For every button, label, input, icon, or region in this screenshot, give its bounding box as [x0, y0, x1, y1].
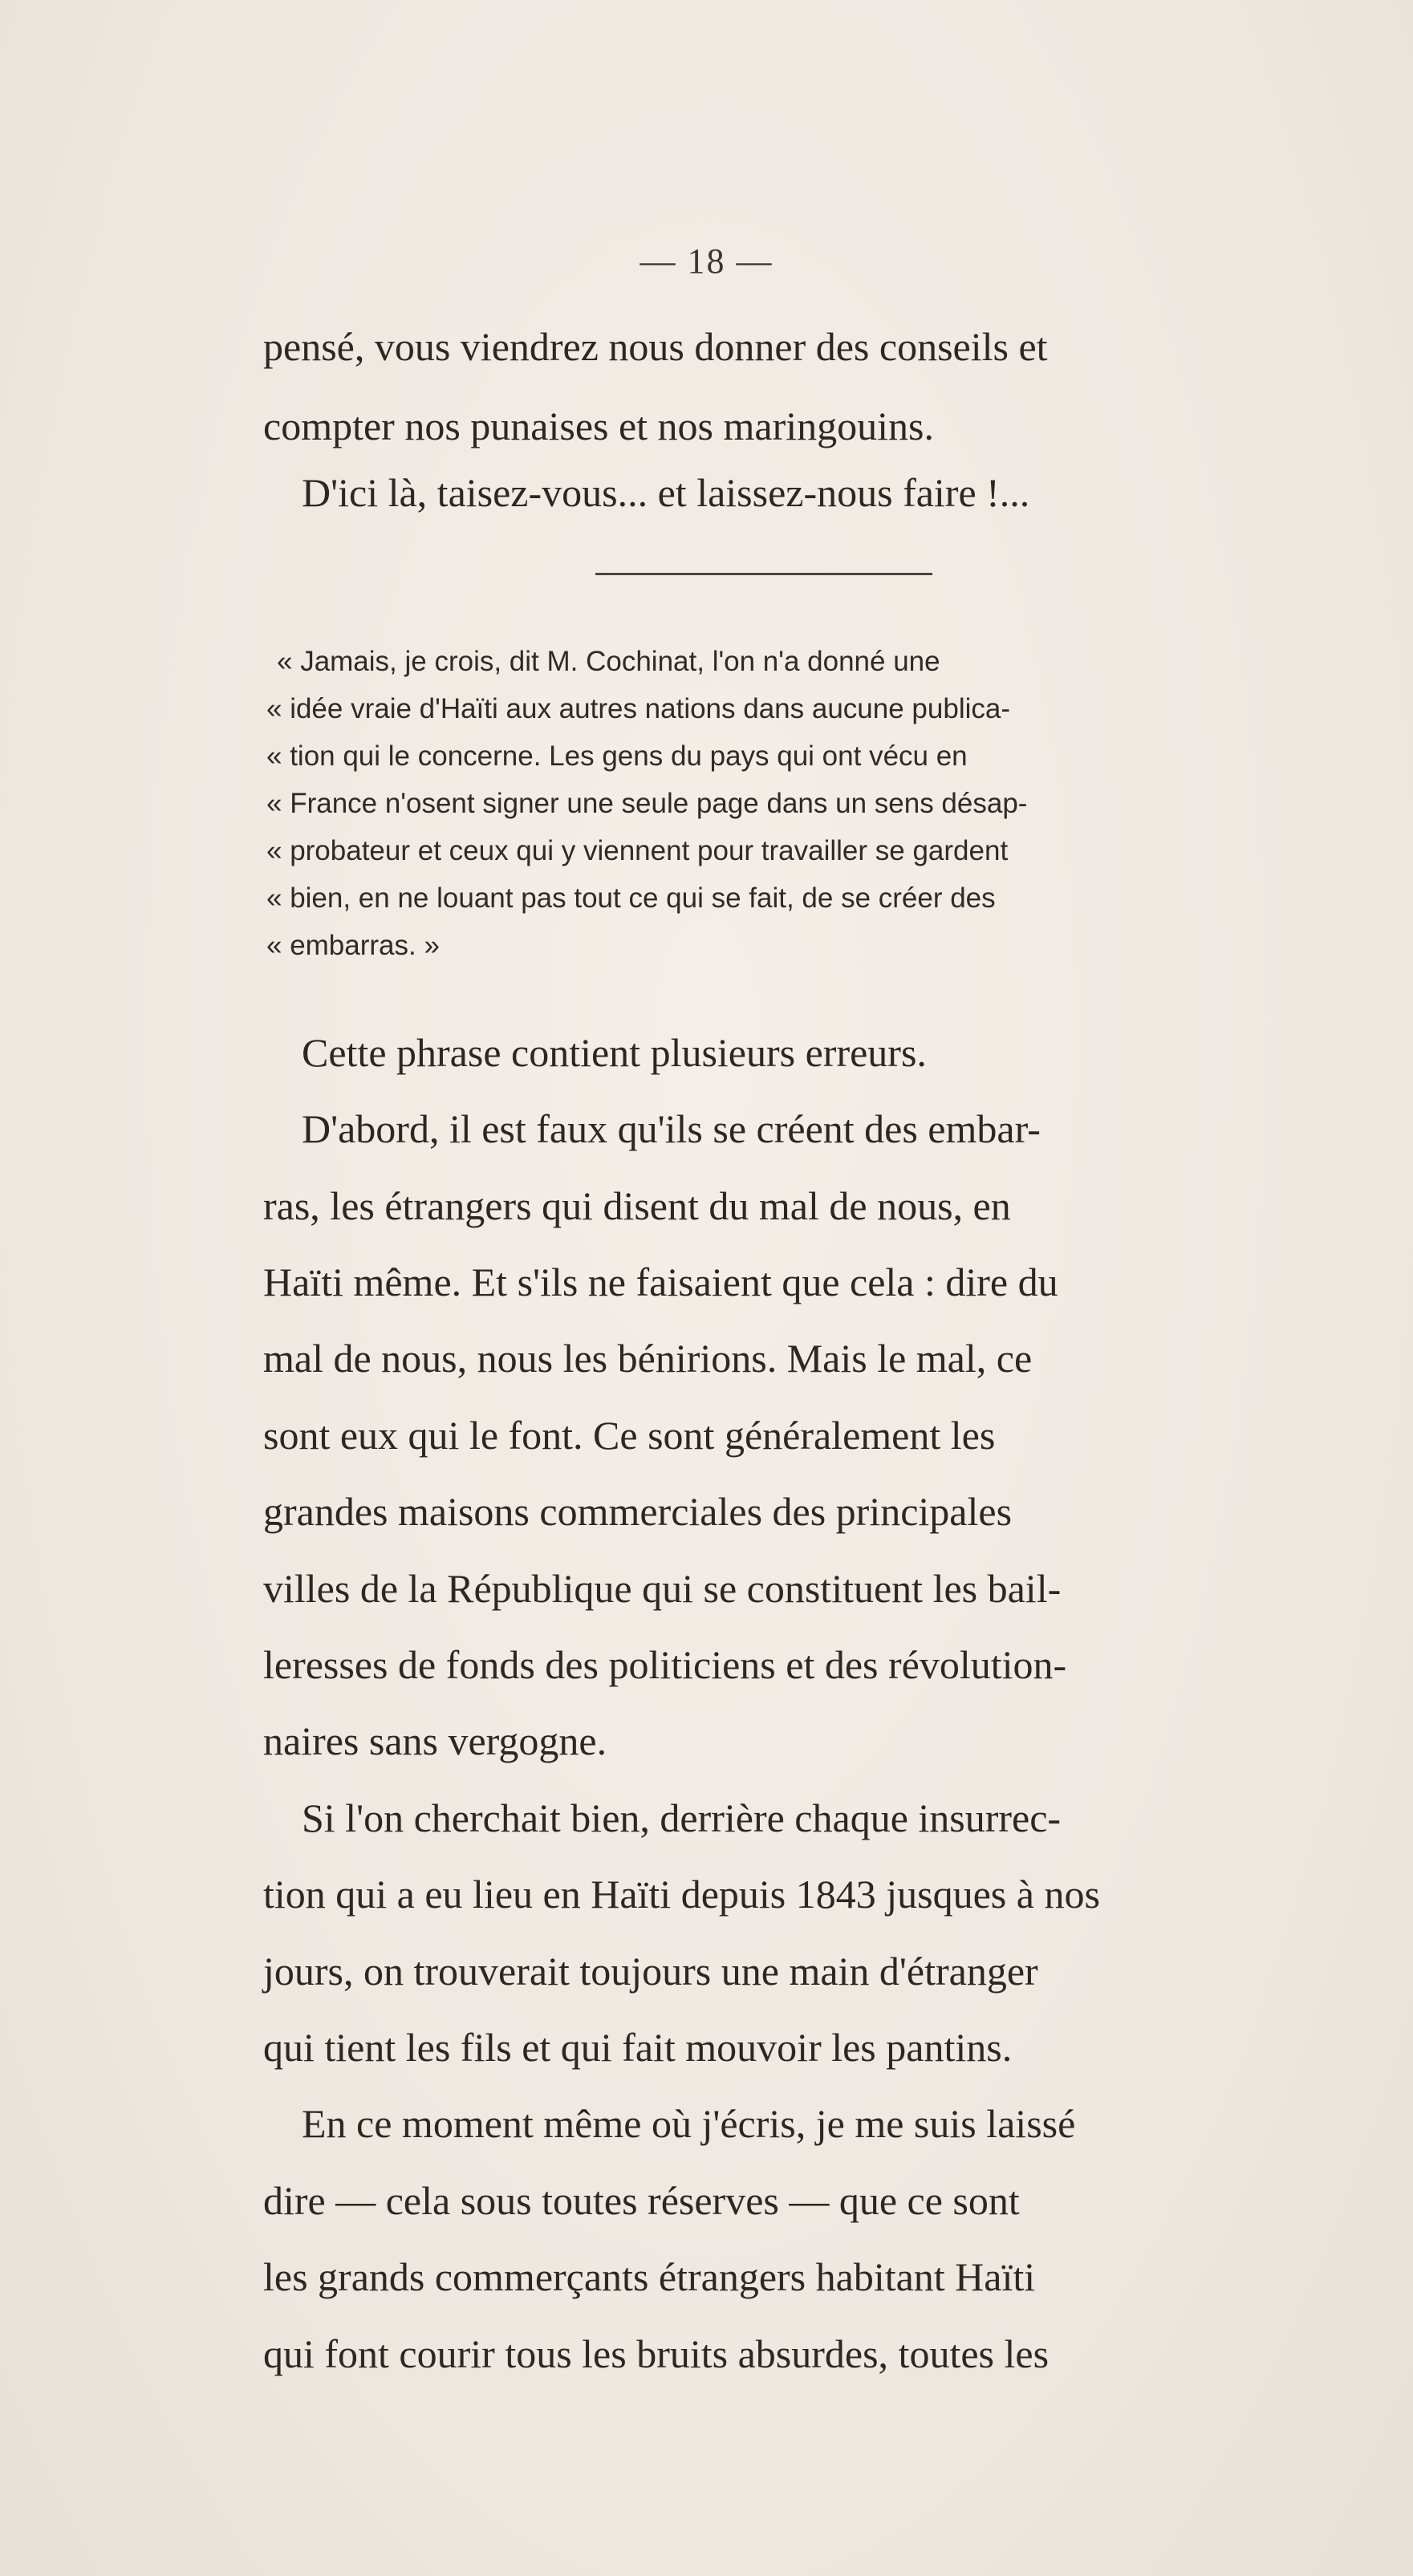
text-line: Haïti même. Et s'ils ne faisaient que cela : dire du: [263, 1260, 1058, 1304]
text-line: qui tient les fils et qui fait mouvoir les pantins.: [263, 2025, 1013, 2070]
text-line: Si l'on cherchait bien, derrière chaque insurrec-: [302, 1795, 1062, 1840]
text-line: grandes maisons commerciales des principales: [263, 1489, 1013, 1534]
text-line: naires sans vergogne.: [263, 1718, 607, 1763]
text-line: mal de nous, nous les bénirions. Mais le mal, ce: [263, 1336, 1033, 1381]
text-line: qui font courir tous les bruits absurdes, toutes les: [263, 2331, 1050, 2376]
text-line: compter nos punaises et nos maringouins.: [263, 404, 934, 448]
text-line: pensé, vous viendrez nous donner des conseils et: [263, 324, 1048, 369]
text-line: dire — cela sous toutes réserves — que ce sont: [263, 2178, 1020, 2223]
text-line: ras, les étrangers qui disent du mal de nous, en: [263, 1183, 1011, 1228]
text-line: tion qui a eu lieu en Haïti depuis 1843 jusques à nos: [263, 1872, 1100, 1917]
text-line: En ce moment même où j'écris, je me suis laissé: [302, 2101, 1076, 2146]
text-line: villes de la République qui se constituent les bail-: [263, 1566, 1062, 1611]
quote-line: « embarras. »: [266, 930, 440, 961]
quote-line: « tion qui le concerne. Les gens du pays qui ont vécu en: [266, 740, 968, 772]
quote-line: « bien, en ne louant pas tout ce qui se fait, de se créer des: [266, 882, 996, 914]
quote-line: « probateur et ceux qui y viennent pour travailler se gardent: [266, 835, 1009, 866]
text-line: Cette phrase contient plusieurs erreurs.: [302, 1030, 927, 1075]
text-line: leresses de fonds des politiciens et des révolution-: [263, 1642, 1067, 1687]
text-line: D'ici là, taisez-vous... et laissez-nous faire !...: [302, 470, 1030, 515]
quote-line: « Jamais, je crois, dit M. Cochinat, l'on n'a donné une: [277, 646, 940, 677]
page-number: — 18 —: [640, 241, 773, 281]
quote-line: « France n'osent signer une seule page dans un sens désap-: [266, 788, 1028, 819]
quote-line: « idée vraie d'Haïti aux autres nations dans aucune publica-: [266, 693, 1010, 724]
text-line: sont eux qui le font. Ce sont généralement les: [263, 1413, 996, 1458]
text-line: jours, on trouverait toujours une main d'étranger: [263, 1949, 1038, 1994]
text-line: les grands commerçants étrangers habitant Haïti: [263, 2254, 1036, 2299]
section-divider: [595, 573, 932, 575]
text-line: D'abord, il est faux qu'ils se créent des embar-: [302, 1106, 1041, 1151]
